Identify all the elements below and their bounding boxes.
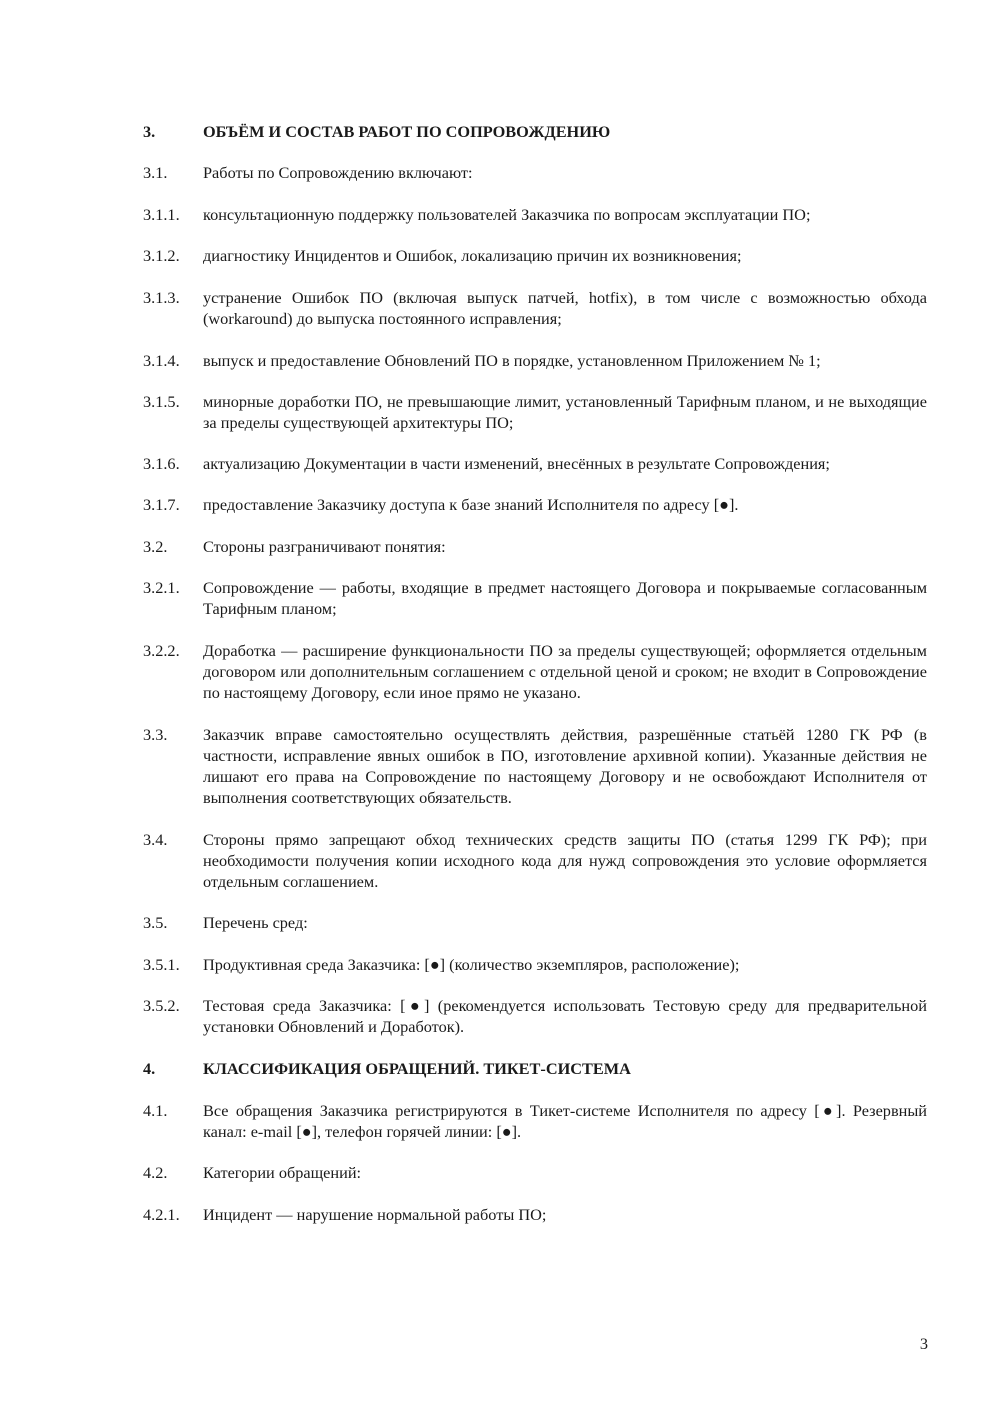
clause-3-5-2 [143,995,927,1037]
clause-number: 4.2. [143,1163,168,1182]
clause-number: 3.2. [143,537,168,556]
clause-3-1-6 [143,453,927,474]
clause-3-1-3 [143,287,927,329]
clause-3-1-2 [143,245,927,266]
clause-3-2-1 [143,577,927,619]
clause-3-3 [143,724,927,808]
clause-number: 3.1.6. [143,454,180,473]
clause-number: 3.1.7. [143,495,180,514]
clause-text: диагностику Инцидентов и Ошибок, локализацию причин их возникновения; [203,246,742,265]
clause-number: 3.5. [143,913,168,932]
clause-number: 3.1.3. [143,288,180,307]
clause-text: Стороны прямо запрещают обход технических средств защиты ПО (статья 1299 ГК РФ); при необходимости получения копии исходного кода для нужд сопровождения это условие оформляется отдельным соглашением. [203,830,927,891]
clause-3-2 [143,536,927,557]
clause-text: Стороны разграничивают понятия: [203,537,446,556]
section-title: КЛАССИФИКАЦИЯ ОБРАЩЕНИЙ. ТИКЕТ-СИСТЕМА [203,1059,631,1078]
section-number: 3. [143,122,156,141]
page-number: 3 [919,1334,928,1353]
clause-text: минорные доработки ПО, не превышающие лимит, установленный Тарифным планом, и не выходящие за пределы существующей архитектуры ПО; [203,392,927,432]
clause-text: Категории обращений: [203,1163,362,1182]
clause-text: Все обращения Заказчика регистрируются в Тикет-системе Исполнителя по адресу [●]. Резервный канал: e-mail [●], телефон горячей линии: [●]. [203,1101,927,1141]
clause-number: 3.5.1. [143,955,180,974]
clause-3-4 [143,829,927,892]
clause-number: 3.1. [143,163,168,182]
clause-text: Перечень сред: [203,913,308,932]
clause-number: 3.1.2. [143,246,180,265]
clause-text: предоставление Заказчику доступа к базе знаний Исполнителя по адресу [●]. [203,495,739,514]
clause-number: 3.3. [143,725,168,744]
clause-3-1-1 [143,204,927,225]
clause-text: Заказчик вправе самостоятельно осуществлять действия, разрешённые статьёй 1280 ГК РФ (в частности, исправление явных ошибок в ПО, изготовление архивной копии). Указанные действия не лишают его права на Сопровождение по настоящему Договору и не освобождают Исполнителя от выполнения соответствующих обязательств. [203,725,927,807]
section-heading-3 [143,121,927,142]
clause-text: выпуск и предоставление Обновлений ПО в порядке, установленном Приложением № 1; [203,351,821,370]
clause-text: Инцидент — нарушение нормальной работы ПО; [203,1205,547,1224]
clause-number: 4.2.1. [143,1205,180,1224]
clause-text: устранение Ошибок ПО (включая выпуск патчей, hotfix), в том числе с возможностью обхода (workaround) до выпуска постоянного исправления; [203,288,927,328]
clause-3-1-4 [143,350,927,371]
clause-3-2-2 [143,640,927,703]
clause-text: актуализацию Документации в части изменений, внесённых в результате Сопровождения; [203,454,830,473]
clause-number: 4.1. [143,1101,168,1120]
clause-4-2-1 [143,1204,927,1225]
clause-4-1 [143,1100,927,1142]
clause-number: 3.1.5. [143,392,180,411]
clause-3-5 [143,912,927,933]
clause-number: 3.1.4. [143,351,180,370]
clause-text: консультационную поддержку пользователей Заказчика по вопросам эксплуатации ПО; [203,205,811,224]
clause-text: Продуктивная среда Заказчика: [●] (количество экземпляров, расположение); [203,955,740,974]
clause-number: 3.2.2. [143,641,180,660]
clause-3-1 [143,162,927,183]
clause-text: Доработка — расширение функциональности ПО за пределы существующей; оформляется отдельным договором или дополнительным соглашением с отдельной ценой и сроком; не входит в Сопровождение по настоящему Договору, если иное прямо не указано. [203,641,927,702]
clause-text: Работы по Сопровождению включают: [203,163,473,182]
clause-text: Тестовая среда Заказчика: [●] (рекомендуется использовать Тестовую среду для предварительной установки Обновлений и Доработок). [203,996,927,1036]
clause-number: 3.1.1. [143,205,180,224]
clause-4-2 [143,1162,927,1183]
clause-3-1-7 [143,494,927,515]
section-number: 4. [143,1059,156,1078]
clause-text: Сопровождение — работы, входящие в предмет настоящего Договора и покрываемые согласованным Тарифным планом; [203,578,927,618]
clause-number: 3.4. [143,830,168,849]
clause-number: 3.2.1. [143,578,180,597]
section-heading-4 [143,1058,927,1079]
section-title: ОБЪЁМ И СОСТАВ РАБОТ ПО СОПРОВОЖДЕНИЮ [203,122,611,141]
clause-3-1-5 [143,391,927,433]
clause-3-5-1 [143,954,927,975]
clause-number: 3.5.2. [143,996,180,1015]
